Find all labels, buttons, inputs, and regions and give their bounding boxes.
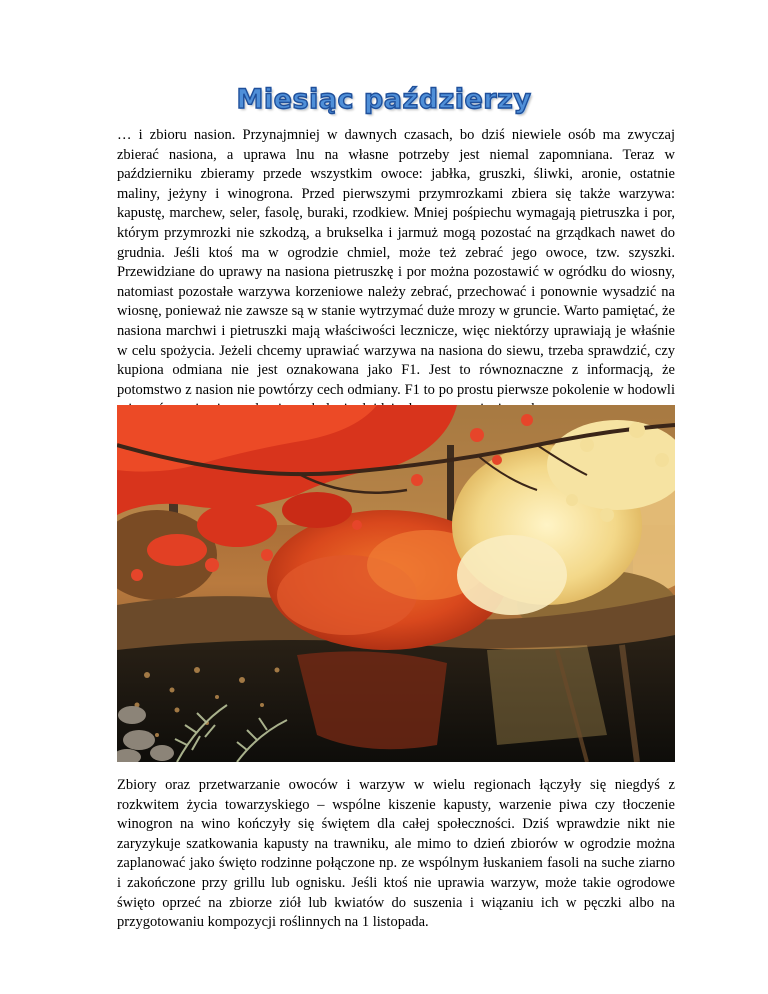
- autumn-garden-photo: [117, 405, 675, 762]
- page-title: Miesiąc paździerzy: [236, 84, 532, 115]
- paragraph-intro: … i zbioru nasion. Przynajmniej w dawnych czasach, bo dziś niewiele osób ma zwyczaj zbierać nasiona, a uprawa lnu na własne potrzeby jest niemal zapomniana. Teraz w październiku zbieramy przede wszystkim owoce: jabłka, gruszki, śliwki, aronie, ostatnie maliny, jeżyny i winogrona. Przed pierwszymi przymrozkami zbiera się także warzywa: kapustę, marchew, seler, fasolę, buraki, rzodkiew. Mniej pośpiechu wymagają pietruszka i por, którym przymrozki nie szkodzą, a brukselka i jarmuż mogą pozostać na grządkach nawet do grudnia. Jeśli ktoś ma w ogrodzie chmiel, może też zebrać jego owoce, tzw. szyszki. Przewidziane do uprawy na nasiona pietruszkę i por można pozostawić w ogródku do wiosny, natomiast pozostałe warzywa korzeniowe należy zebrać, przechować i ponownie wysadzić na wiosnę, ponieważ nie zawsze są w stanie wytrzymać duże mrozy w gruncie. Warto pamiętać, że nasiona marchwi i pietruszki mają właściwości lecznicze, więc niektórzy uprawiają je właśnie w celu spożycia. Jeżeli chcemy uprawiać warzywa na nasiona do siewu, trzeba sprawdzić, czy kupiona odmiana nie jest oznakowana jako F1. Jest to równoznaczne z informacją, że potomstwo z nasion nie powtórzy cech odmiany. F1 to po prostu pierwsze pokolenie w hodowli: [117, 127, 675, 398]
- paragraph-festivities: Zbiory oraz przetwarzanie owoców i warzyw w wielu regionach łączyły się niegdyś z rozkwitem życia towarzyskiego – wspólne kiszenie kapusty, warzenie piwa czy tłoczenie winogron na wino kończyły się świętem dla całej społeczności. Dziś wprawdzie nikt nie zaryzykuje szatkowania kapusty na trawniku, ale mimo to dzień zbiorów w ogrodzie można zaplanować jako święto rodzinne połączone np. ze wspólnym łuskaniem fasoli na suche ziarno i zakończone przy grillu lub ognisku. Jeśli ktoś nie uprawia warzyw, może takie ogrodowe święto oprzeć na zbiorze ziół lub kwiatów do suszenia i wiązaniu ich w pęczki albo na przygotowaniu kompozycji roślinnych na 1 listopada.: [117, 777, 675, 931]
